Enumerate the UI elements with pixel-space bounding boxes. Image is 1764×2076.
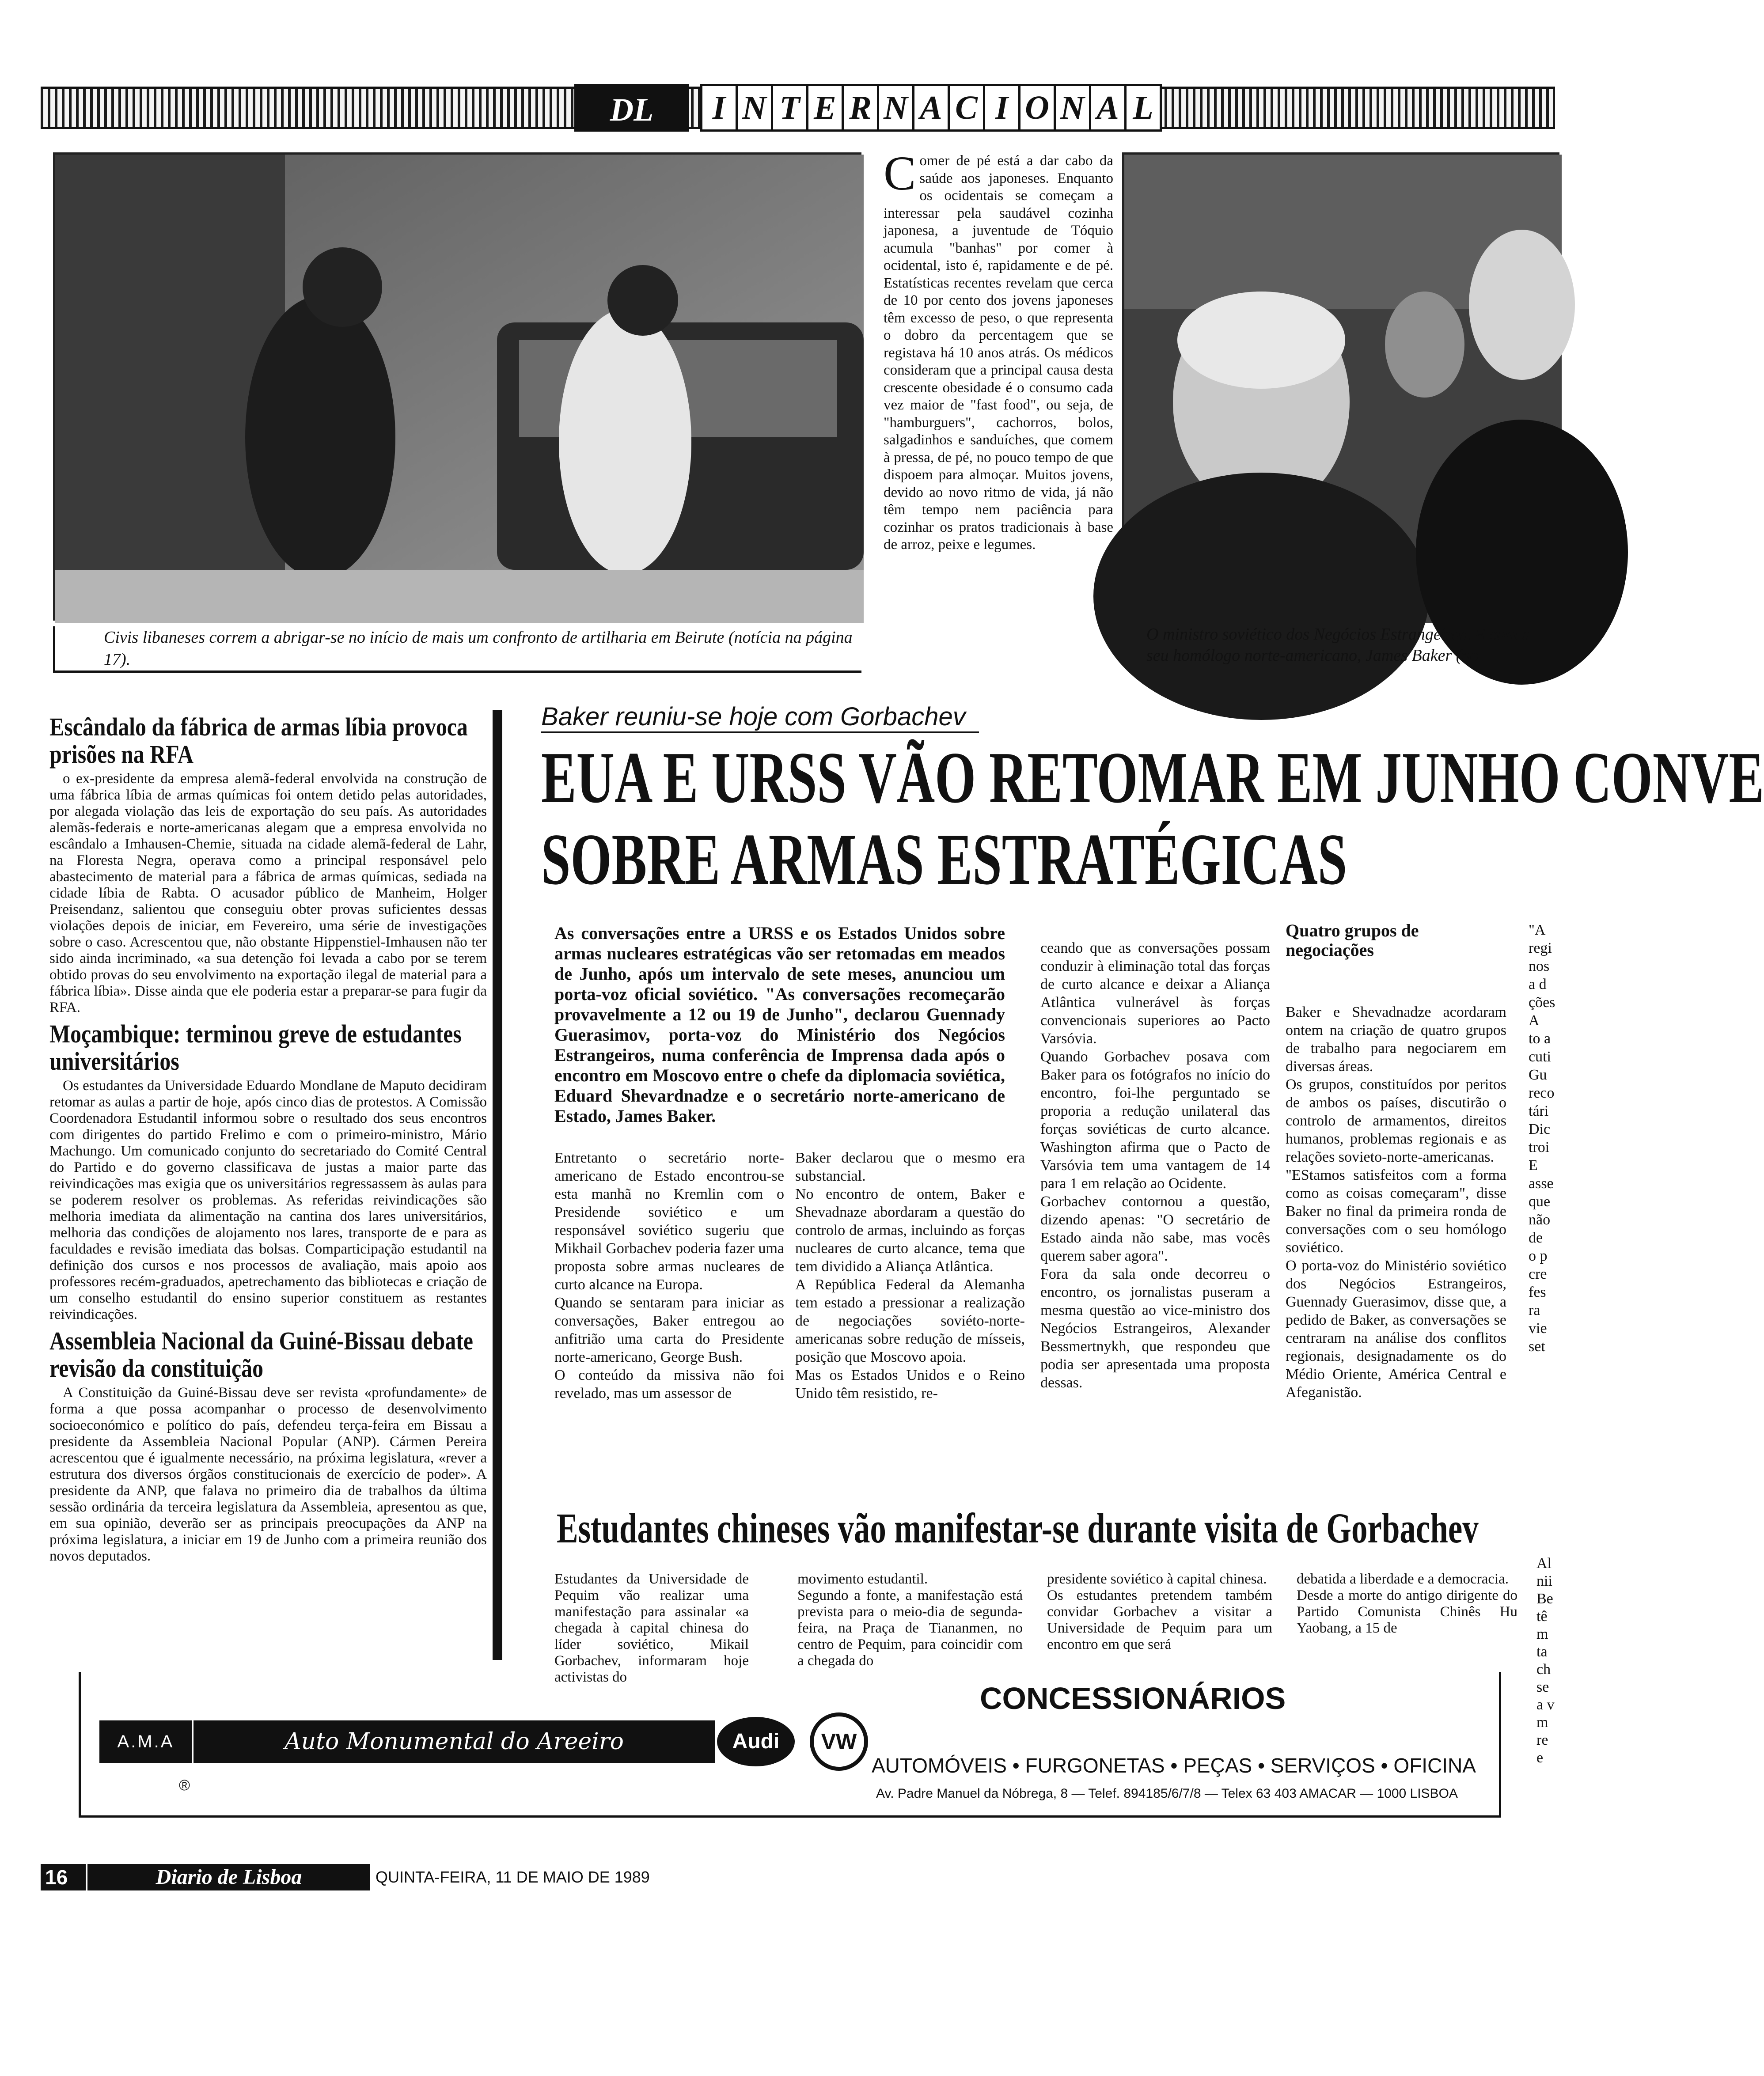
section-title-letter: I — [983, 84, 1020, 132]
main-col4-subhead: Quatro grupos de negociações — [1286, 921, 1419, 960]
section-title-letter: A — [912, 84, 950, 132]
column-fragment: tári — [1529, 1103, 1549, 1119]
photo-beirut — [53, 152, 861, 621]
photo-beirut-image — [55, 155, 864, 623]
vw-logo-icon: VW — [810, 1712, 868, 1771]
main-kicker: Baker reuniu-se hoje com Gorbachev — [541, 702, 979, 733]
brief-japan-dropcap: C — [884, 146, 916, 200]
section-title-letter: A — [1089, 84, 1127, 132]
advert-box — [79, 1672, 1501, 1818]
main-col4: Baker e Shevadnadze acordaram ontem na criação de quatro grupos de trabalho para negociarem em diversas áreas. Os grupos, constituídos por peritos de ambos os países, discutirão o controlo de armamentos, direitos humanos, problemas regionais e as relações sovieto-norte-americanas. "EStamos satisfeitos com a forma como as coisas começaram", disse Baker no final da primeira ronda de conversações com o seu homólogo soviético. O porta-voz do Ministério soviético dos Negócios Estrangeiros, Guennady Guerasimov, disse que, a pedido de Baker, as conversações se centraram na análise dos conflitos regionais, designadamente os do Médio Oriente, América Central e Afeganistão. — [1286, 1004, 1506, 1401]
column-fragment: regi — [1529, 940, 1552, 956]
column-fragment: o p — [1529, 1248, 1548, 1264]
column-fragment: e — [1536, 1750, 1544, 1766]
china-col4: debatida a liberdade e a democracia. Desde a morte do antigo dirigente do Partido Comunista Chinês Hu Yaobang, a 15 de — [1297, 1571, 1517, 1636]
story-guinea-headline: Assembleia Nacional da Guiné-Bissau debate revisão da constituição — [49, 1326, 473, 1383]
china-col5 — [1536, 1555, 1555, 1767]
column-fragment: a d — [1529, 976, 1547, 993]
advert-title: CONCESSIONÁRIOS — [980, 1681, 1286, 1716]
main-col3: ceando que as conversações possam conduzir à eliminação total das forças de curto alcance e deixar a Aliança Atlântica vulnerável às forças convencionais superiores ao Pacto Varsóvia. Quando Gorbachev posava com Baker para os fotógrafos no início do encontro, foi-lhe perguntado se proporia a redução unilateral das forças soviéticas de curto alcance. Washington afirma que o Pacto de Varsóvia tem uma vantagem de 14 para 1 em relação ao Ocidente. Gorbachev contornou a questão, dizendo apenas: "O secretário de Estado ainda não sabe, mas vocês querem saber agora". Fora da sala onde decorreu o encontro, os jornalistas puseram a mesma questão ao vice-ministro dos Negócios Estrangeiros, Alexander Bessmertnykh, que respondeu que podia ser apresentada uma proposta dessas. — [1040, 940, 1270, 1391]
column-fragment: E — [1529, 1157, 1538, 1174]
china-col1: Estudantes da Universidade de Pequim vão realizar uma manifestação para assinalar «a chegada à capital chinesa do líder soviético, Mikail Gorbachev, informaram hoje activistas do — [554, 1571, 749, 1685]
column-fragment: ch — [1536, 1661, 1551, 1678]
section-title-letter: R — [842, 84, 879, 132]
column-fragment: m — [1536, 1626, 1548, 1642]
story-libya — [49, 713, 487, 1016]
photo-ministers — [1122, 152, 1559, 621]
column-fragment: A — [1529, 1012, 1540, 1029]
section-title-letter: L — [1124, 84, 1162, 132]
column-fragment: Be — [1536, 1591, 1553, 1607]
column-fragment: se — [1536, 1679, 1549, 1695]
column-fragment: "A — [1529, 922, 1546, 938]
section-logo-text: DL — [610, 92, 654, 128]
main-col2: Baker declarou que o mesmo era substancial. No encontro de ontem, Baker e Shevadnaze abordaram a questão do controlo de armas, incluindo as forças nucleares de curto alcance, tema que tem dividido a Aliança Atlântica. A República Federal da Alemanha tem estado a pressionar a realização de negociações soviéto-norte-americanas sobre redução de mísseis, posição que Moscovo apoia. Mas os Estados Unidos e o Reino Unido têm resistido, re- — [795, 1150, 1025, 1402]
advert-services: AUTOMÓVEIS • FURGONETAS • PEÇAS • SERVIÇOS • OFICINA — [872, 1754, 1476, 1777]
footer-page-number: 16 — [41, 1864, 86, 1890]
column-fragment: troi — [1529, 1139, 1550, 1155]
column-fragment: fes — [1529, 1284, 1546, 1300]
story-mozambique-body: Os estudantes da Universidade Eduardo Mondlane de Maputo decidiram retomar as aulas a partir de hoje, após cinco dias de protestos. A Comissão Coordenadora Estudantil informou sobre o resultado dos seus encontros com dirigentes do partido Frelimo e com o primeiro-ministro, Mário Machungo. Um comunicado conjunto do secretariado do Comité Central do Partido e do governo classificava de justas a maior parte das reivindicações mas exigia que os universitários regressassem às aulas para se poderem resolver os problemas. As referidas reivindicações são melhoria imediata da alimentação na cantina dos lares universitários, melhoria das condições de alojamento nos lares, transporte de e para as faculdades e revisão imediata das bolsas. Comparticipação estudantil na definição dos cursos e nos processos de avaliação, mais apoio aos professores recém-graduados, apetrechamento das bibliotecas e criação de um conselho estudantil do ensino superior constituem as restantes reivindicações. — [49, 1078, 487, 1322]
column-fragment: ra — [1529, 1302, 1540, 1318]
column-rule — [493, 710, 502, 1660]
column-fragment: cuti — [1529, 1049, 1551, 1065]
section-title-letter: E — [806, 84, 844, 132]
column-fragment: não — [1529, 1212, 1551, 1228]
column-fragment: a v — [1536, 1697, 1555, 1713]
column-fragment: set — [1529, 1338, 1545, 1355]
china-col2: movimento estudantil. Segundo a fonte, a manifestação está prevista para o meio-dia de segunda-feira, na Praça de Tiananmen, no centro de Pequim, para coincidir com a chegada do — [797, 1571, 1023, 1669]
column-fragment: re — [1536, 1732, 1548, 1748]
section-logo — [574, 84, 689, 132]
column-fragment: nos — [1529, 958, 1550, 974]
china-headline: Estudantes chineses vão manifestar-se durante visita de Gorbachev — [557, 1504, 1479, 1552]
story-libya-headline: Escândalo da fábrica de armas líbia provoca prisões na RFA — [49, 712, 468, 769]
story-libya-body: o ex-presidente da empresa alemã-federal envolvida na construção de uma fábrica líbia de armas químicas foi ontem detido pelas autoridades, por alegada violação das leis de exportação do seu país. As autoridades alemãs-federais e norte-americanas alegam que a empresa envolvida no escândalo a Imhausen-Chemie, situada na cidade alemã-federal de Lahr, na Floresta Negra, operava como a principal responsável pelo abastecimento de material para a fábrica de armas químicas, sediada na cidade líbia de Rabta. O acusador público de Manheim, Holger Preisendanz, salientou que conseguiu obter provas suficientes dessas violações depois de iniciar, em Fevereiro, uma série de investigações sobre o caso. Acrescentou que, não obstante Hippenstiel-Imhausen não ter sido ainda incriminado, «a sua detenção foi levada a cabo por se terem obtido provas do seu envolvimento na exportação ilegal de material para a fábrica líbia». Disse ainda que ele poderia estar a preparar-se para fugir da RFA. — [49, 771, 487, 1015]
story-guinea — [49, 1327, 487, 1565]
section-title-letter: N — [736, 84, 773, 132]
column-fragment: Gu — [1529, 1067, 1547, 1083]
section-title-letter: N — [877, 84, 914, 132]
left-column — [49, 713, 487, 1565]
story-mozambique — [49, 1020, 487, 1323]
column-fragment: Al — [1536, 1555, 1552, 1572]
column-fragment: reco — [1529, 1085, 1555, 1101]
section-title-letter: I — [700, 84, 738, 132]
section-title — [702, 84, 1162, 132]
column-fragment: cre — [1529, 1266, 1547, 1282]
main-lead: As conversações entre a URSS e os Estados Unidos sobre armas nucleares estratégicas vão ser retomadas em meados de Junho, após um intervalo de sete meses, anunciou um porta-voz oficial soviético. "As conversações recomeçarão provavelmente a 12 ou 19 de Junho", declarou Guennady Guerasimov, porta-voz do Ministério dos Negócios Estrangeiros, numa conferência de Imprensa dada após o encontro em Moscovo entre o chefe da diplomacia soviética, Eduard Shevardnadze e o secretário norte-americano de Estado, James Baker. — [554, 923, 1005, 1126]
column-fragment: tê — [1536, 1608, 1548, 1625]
footer-date: QUINTA-FEIRA, 11 DE MAIO DE 1989 — [376, 1868, 650, 1886]
photo-ministers-image — [1124, 155, 1562, 623]
column-fragment: ções — [1529, 994, 1555, 1011]
main-headline-line1: EUA E URSS VÃO RETOMAR EM JUNHO CONVE — [541, 737, 1764, 818]
column-fragment: to a — [1529, 1030, 1551, 1047]
section-title-letter: O — [1018, 84, 1056, 132]
section-title-letter: C — [948, 84, 985, 132]
main-headline-line2: SOBRE ARMAS ESTRATÉGICAS — [541, 818, 1347, 900]
advert-ama-badge: A.M.A — [99, 1720, 192, 1763]
brief-japan — [884, 146, 1113, 554]
china-col3: presidente soviético à capital chinesa. Os estudantes pretendem também convidar Gorbachev a visitar a Universidade de Pequim para um encontro em que será — [1047, 1571, 1272, 1652]
column-fragment: nii — [1536, 1573, 1552, 1589]
footer-paper-name: Diario de Lisboa — [87, 1864, 370, 1890]
column-fragment: vie — [1529, 1320, 1547, 1337]
story-guinea-body: A Constituição da Guiné-Bissau deve ser revista «profundamente» de forma a que possa acompanhar o processo de desenvolvimento socioeconómico e político do país, defendeu terça-feira em Bissau a presidente da Assembleia Nacional Popular (ANP). Cármen Pereira acrescentou que é igualmente necessário, na próxima legislatura, «rever a estrutura dos diversos órgãos constitucionais de exercício de poder». A presidente da ANP, que falava no primeiro dia de trabalhos da última sessão ordinária da terceira legislatura da Assembleia, apresentou as que, em sua opinião, deverão ser as principais preocupações da ANP na próxima legislatura, a iniciar em 19 de Junho com a primeira reunião dos novos deputados. — [49, 1385, 487, 1564]
column-fragment: Dic — [1529, 1121, 1551, 1137]
audi-logo-icon: Audi — [717, 1717, 795, 1766]
column-fragment: de — [1529, 1230, 1543, 1246]
column-fragment: asse — [1529, 1175, 1554, 1192]
section-title-letter: T — [771, 84, 808, 132]
column-fragment: ta — [1536, 1644, 1548, 1660]
photo-ministers-caption: O ministro soviético dos Negócios Estrangeiros, E com o seu homólogo norte-americano, James Baker (no — [1146, 625, 1530, 665]
section-title-letter: N — [1054, 84, 1091, 132]
advert-script-name: Auto Monumental do Areeiro — [193, 1720, 715, 1763]
column-fragment: m — [1536, 1714, 1548, 1731]
story-mozambique-headline: Moçambique: terminou greve de estudantes universitários — [49, 1019, 462, 1076]
photo-beirut-caption: Civis libaneses correm a abrigar-se no início de mais um confronto de artilharia em Beirute (notícia na página 17). — [53, 626, 861, 673]
advert-registered: ® — [179, 1777, 190, 1794]
column-fragment: que — [1529, 1193, 1551, 1210]
main-col5 — [1529, 921, 1555, 1356]
advert-address: Av. Padre Manuel da Nóbrega, 8 — Telef. 894185/6/7/8 — Telex 63 403 AMACAR — 1000 LISBOA — [876, 1786, 1458, 1801]
brief-japan-text: omer de pé está a dar cabo da saúde aos japoneses. Enquanto os ocidentais se começam a interessar pela saudável cozinha japonesa, a juventude de Tóquio acumula "banhas" por comer à ocidental, isto é, rapidamente e de pé. Estatísticas recentes revelam que cerca de 10 por cento dos jovens japoneses têm excesso de peso, o que representa o dobro da percentagem que se registava há 10 anos atrás. Os médicos consideram que a principal causa desta crescente obesidade é o consumo cada vez maior de "fast food", ou seja, de "hamburguers", cachorros, bolos, salgadinhos e sanduíches, que comem à pressa, de pé, no pouco tempo de que dispoem para almoçar. Muitos jovens, devido ao novo ritmo de vida, já não têm tempo nem paciência para cozinhar os pratos tradicionais à base de arroz, peixe e legumes. — [884, 153, 1113, 553]
main-col1: Entretanto o secretário norte-americano de Estado encontrou-se esta manhã no Kremlin com o Presidende soviético e um responsável soviético sugeriu que Mikhail Gorbachev poderia fazer uma proposta sobre armas nucleares de curto alcance na Europa. Quando se sentaram para iniciar as conversações, Baker entregou ao anfitrião uma carta do Presidente norte-americano, George Bush. O conteúdo da missiva não foi revelado, mas um assessor de — [554, 1150, 784, 1402]
